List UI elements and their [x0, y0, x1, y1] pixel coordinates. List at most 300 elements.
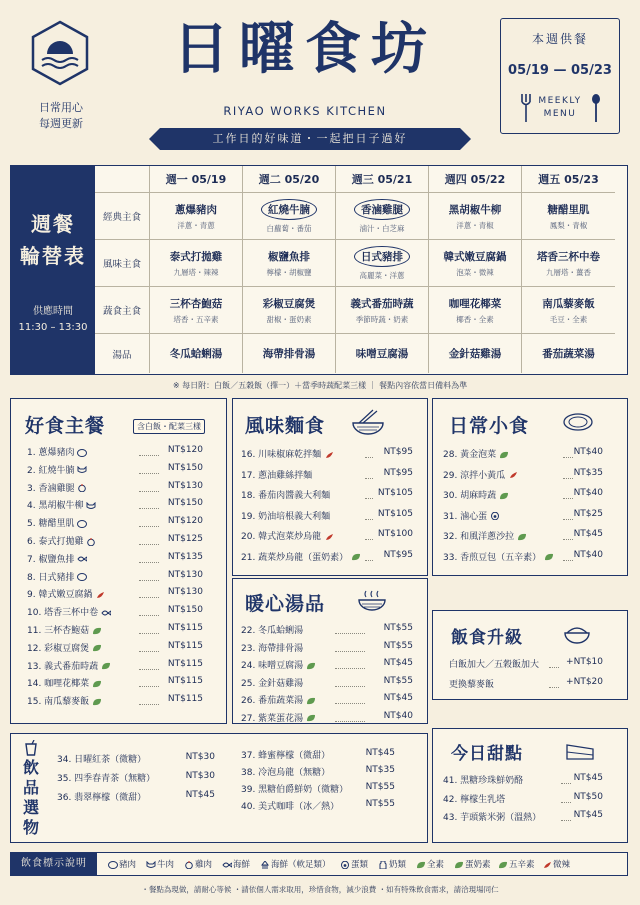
day-header	[428, 166, 521, 192]
leader-dots	[365, 457, 373, 458]
upgrade-panel	[432, 610, 628, 700]
item-name: 32. 和風洋蔥沙拉	[443, 532, 515, 542]
day-header-label: 週三 05/21	[351, 173, 413, 186]
list-item	[241, 488, 330, 501]
sides-title: 日常小食	[449, 415, 530, 437]
vegan-icon	[351, 553, 360, 561]
item-price: NT$105	[377, 488, 413, 498]
leader-dots	[365, 498, 373, 499]
item-price: NT$95	[383, 549, 413, 560]
menu-cell	[428, 333, 521, 373]
egg-icon	[340, 861, 349, 869]
item-price: NT$55	[383, 675, 413, 686]
item-price: NT$130	[167, 569, 203, 580]
soups-title: 暖心湯品	[245, 593, 326, 615]
dish-name: 塔香三杯中卷	[537, 250, 600, 263]
item-price: NT$100	[377, 529, 413, 539]
dish-desc: 九層塔・辣辣	[173, 267, 219, 277]
leader-dots	[139, 633, 159, 634]
logo-icon	[30, 20, 90, 86]
item-price: NT$115	[167, 623, 203, 633]
leader-dots	[563, 560, 573, 561]
mains-panel	[10, 398, 227, 724]
leader-dots	[139, 686, 159, 687]
legend-item-label: 微辣	[553, 860, 571, 870]
row-label	[95, 286, 149, 333]
desserts-panel	[432, 728, 628, 843]
item-name: 19. 奶油培根義大利麵	[241, 511, 331, 522]
dish-desc: 泡菜・微辣	[456, 267, 494, 277]
item-name: 17. 蔥油雞絲拌麵	[241, 470, 313, 481]
list-item	[241, 550, 360, 563]
dish-name: 泰式打拋雞	[169, 250, 223, 263]
leader-dots	[335, 651, 365, 652]
list-item	[241, 529, 333, 542]
list-item	[27, 623, 101, 636]
leader-dots	[139, 580, 159, 581]
spicy-icon	[508, 471, 517, 479]
item-price: NT$45	[573, 529, 603, 539]
leader-dots	[563, 539, 573, 540]
weekly-grid	[95, 166, 627, 374]
list-item	[241, 623, 303, 636]
menu-cell	[242, 192, 335, 239]
vegan-icon	[544, 553, 553, 561]
leader-dots	[139, 651, 159, 652]
item-name: 13. 義式番茄時蔬	[27, 661, 99, 672]
dish-name: 番茄蔬菜湯	[542, 348, 595, 360]
leader-dots	[139, 704, 159, 705]
list-item	[443, 773, 523, 786]
item-price: NT$25	[573, 508, 603, 519]
dish-desc: 洋蔥・青椒	[456, 220, 494, 230]
leader-dots	[365, 539, 373, 540]
menu-cell	[242, 239, 335, 286]
pork-icon	[77, 573, 86, 581]
item-price: NT$50	[573, 791, 603, 802]
dish-name: 日式豬排	[354, 246, 410, 267]
vegan-icon	[499, 492, 508, 500]
item-name: 43. 芋頭紫米粥（溫熱）	[443, 813, 542, 823]
drink-item: 35. 四季春青茶（無糖）	[57, 774, 156, 784]
chicken-icon	[184, 861, 193, 869]
leader-dots	[561, 783, 571, 784]
row-label	[95, 192, 149, 239]
spicy-icon	[324, 533, 333, 541]
dish-name: 金針菇雞湯	[448, 348, 502, 360]
service-time: 11:30 – 13:30	[18, 322, 88, 333]
dish-name: 南瓜藜麥飯	[542, 297, 595, 310]
list-item	[443, 550, 553, 563]
list-item	[27, 534, 95, 547]
legend-item-label: 海鮮（軟足類）	[271, 860, 331, 870]
leader-dots	[139, 597, 159, 598]
legend-item	[413, 858, 444, 870]
list-item	[27, 463, 86, 476]
drink-price: NT$30	[185, 771, 215, 781]
drink-item: 36. 翡翠檸檬（微甜）	[57, 793, 147, 803]
list-item	[241, 509, 330, 522]
legend-item	[257, 858, 331, 870]
leader-dots	[549, 687, 559, 688]
leader-dots	[563, 478, 573, 479]
leader-dots	[139, 544, 159, 545]
item-name: 12. 彩椒豆腐煲	[27, 643, 90, 654]
leader-dots	[335, 633, 365, 634]
item-name: 28. 黃金泡菜	[443, 450, 497, 460]
item-name: 8. 日式豬排	[27, 572, 75, 583]
legend-item	[219, 858, 250, 870]
noodles-panel	[232, 398, 428, 576]
week-label: 本週供餐	[531, 32, 588, 46]
vegan-icon	[92, 627, 101, 635]
list-item	[27, 694, 101, 707]
chicken-icon	[77, 484, 86, 492]
item-name: 3. 香滷雞腿	[27, 483, 75, 494]
list-item	[27, 481, 86, 494]
item-price: NT$120	[167, 445, 203, 455]
pork-icon	[77, 449, 86, 457]
legend-item	[495, 858, 535, 870]
restaurant-title: 日曜食坊	[173, 16, 437, 82]
item-price: +NT$20	[566, 677, 603, 687]
row-label-text: 湯品	[112, 349, 132, 361]
item-name: 2. 紅燒牛腩	[27, 465, 75, 476]
dish-desc: 甜椒・蛋奶素	[266, 314, 312, 324]
menu-cell	[521, 286, 615, 333]
item-price: NT$125	[167, 534, 203, 544]
list-item	[443, 529, 526, 542]
item-name: 6. 泰式打拋雞	[27, 537, 84, 547]
row-label-text: 蔬食主食	[102, 306, 141, 317]
weekly-title-2: 輪替表	[20, 244, 86, 268]
legend-item	[539, 858, 570, 870]
dish-name: 香滷雞腿	[354, 199, 410, 220]
vegan-icon	[101, 662, 110, 670]
item-name: 29. 涼拌小黃瓜	[443, 470, 506, 481]
leader-dots	[365, 478, 373, 479]
item-name: 20. 韓式泡菜炒烏龍	[241, 532, 322, 542]
table-corner	[95, 166, 149, 192]
seafood-icon	[77, 555, 86, 563]
legend-item-label: 全素	[427, 860, 445, 870]
rice-bowl-icon	[563, 623, 591, 649]
menu-cell	[428, 192, 521, 239]
list-item	[27, 445, 86, 458]
item-name: 5. 糖醋里肌	[27, 519, 75, 530]
item-price: NT$45	[383, 693, 413, 703]
leader-dots	[365, 519, 373, 520]
legend-item-label: 雞肉	[195, 860, 213, 870]
dish-name: 義式番茄時蔬	[350, 297, 414, 310]
list-item	[241, 711, 315, 724]
vegan-icon	[416, 861, 425, 869]
beef-icon	[86, 502, 95, 510]
item-price: NT$130	[167, 480, 203, 491]
day-header	[149, 166, 242, 192]
item-name: 14. 咖哩花椰菜	[27, 679, 90, 690]
menu-cell	[335, 192, 428, 239]
vegan-icon	[454, 861, 463, 869]
list-item	[443, 447, 508, 460]
leader-dots	[549, 667, 559, 668]
leader-dots	[561, 802, 571, 803]
pork-icon	[108, 861, 117, 869]
menu-cell	[335, 333, 428, 373]
list-item	[443, 810, 541, 823]
item-price: NT$115	[167, 640, 203, 651]
list-item	[27, 641, 101, 654]
item-name: 30. 胡麻時蔬	[443, 491, 497, 501]
footer-note: ・餐點為現做，請耐心等候 ・請依個人需求取用，珍惜食物，減少浪費 ・如有特殊飲食需求，請洽現場同仁	[141, 885, 499, 894]
item-price: NT$95	[383, 467, 413, 478]
fork-icon	[521, 94, 531, 122]
item-price: NT$40	[573, 488, 603, 498]
seafood-icon	[222, 861, 231, 869]
list-item	[27, 570, 86, 583]
mains-badge: 含白飯・配菜三樣	[133, 419, 205, 434]
soups-panel	[232, 578, 428, 724]
legend-item	[105, 858, 136, 870]
item-price: NT$115	[167, 694, 203, 705]
drink-price: NT$55	[365, 799, 395, 809]
day-header-label: 週一 05/19	[165, 173, 227, 186]
dish-desc: 高麗菜・洋蔥	[359, 270, 405, 280]
item-price: NT$115	[167, 676, 203, 687]
drink-price: NT$45	[365, 748, 395, 758]
dish-name: 三杯杏鮑菇	[169, 297, 223, 310]
item-price: NT$40	[383, 710, 413, 721]
leader-dots	[563, 498, 573, 499]
dish-desc: 九層塔・薑香	[546, 267, 591, 277]
menu-cell	[428, 286, 521, 333]
list-item	[27, 587, 104, 600]
item-name: 25. 金針菇雞湯	[241, 678, 304, 689]
drinks-panel	[10, 733, 428, 843]
chicken-icon	[86, 538, 95, 546]
leader-dots	[563, 519, 573, 520]
day-header-label: 週二 05/20	[258, 173, 320, 186]
vegan-icon	[306, 714, 315, 722]
menu-cell	[242, 286, 335, 333]
item-price: NT$45	[573, 810, 603, 820]
item-price: NT$45	[383, 658, 413, 668]
dish-desc: 季節時蔬・奶素	[355, 314, 409, 324]
dish-name: 蔥爆豬肉	[175, 203, 217, 216]
dish-desc: 洋蔥・青蔥	[177, 220, 215, 230]
dish-desc: 滷汁・白芝麻	[359, 223, 405, 233]
menu-cell	[428, 239, 521, 286]
legend-item	[451, 858, 491, 870]
soup-bowl-icon	[357, 589, 387, 617]
item-price: NT$120	[167, 516, 203, 527]
legend-item-label: 蛋類	[351, 860, 369, 870]
item-price: NT$40	[573, 549, 603, 560]
item-name: 31. 滷心蛋	[443, 511, 488, 522]
list-item	[241, 693, 315, 706]
egg-icon	[490, 512, 499, 520]
drink-item: 37. 蜂蜜檸檬（微甜）	[241, 751, 331, 761]
leader-dots	[139, 669, 159, 670]
dish-desc: 毛豆・全素	[549, 314, 588, 324]
item-name: 9. 韓式嫩豆腐鍋	[27, 590, 93, 601]
day-header-label: 週五 05/23	[538, 173, 599, 186]
item-name: 27. 紫菜蛋花湯	[241, 713, 304, 724]
upgrade-title: 飯食升級	[451, 628, 523, 648]
milk-icon	[378, 861, 387, 869]
item-name: 10. 塔香三杯中卷	[27, 608, 99, 619]
cake-icon	[565, 739, 595, 765]
vegan-icon	[499, 451, 508, 459]
list-item	[241, 447, 333, 460]
vegan-icon	[306, 662, 315, 670]
item-price: NT$150	[167, 462, 203, 473]
item-name: 更換藜麥飯	[449, 680, 495, 690]
item-name: 白飯加大／五穀飯加大	[449, 660, 540, 670]
restaurant-subtitle: RIYAO WORKS KITCHEN	[223, 104, 387, 118]
item-price: NT$55	[383, 623, 413, 633]
drinks-title: 飲品選物	[23, 758, 40, 837]
spicy-icon	[324, 451, 333, 459]
day-header-label: 週四 05/22	[444, 173, 506, 186]
legend-item	[375, 858, 406, 870]
legend-item-label: 五辛素	[509, 860, 535, 870]
menu-cell	[149, 192, 242, 239]
dish-name: 韓式嫩豆腐鍋	[443, 250, 507, 263]
list-item	[241, 658, 315, 671]
spicy-icon	[542, 861, 551, 869]
diet-legend	[10, 852, 628, 876]
row-label	[95, 239, 149, 286]
dish-desc: 檸檬・胡椒鹽	[266, 267, 312, 277]
item-name: 26. 番茄蔬菜湯	[241, 696, 304, 706]
list-item	[241, 641, 303, 654]
list-item	[27, 605, 110, 618]
weekly-table-sidebar	[11, 166, 95, 374]
list-item	[27, 516, 86, 529]
list-item	[443, 792, 505, 805]
row-label-text: 經典主食	[102, 212, 141, 223]
dish-desc: 椰香・全素	[456, 314, 494, 324]
legend-item	[143, 858, 174, 870]
dish-name: 紅燒牛腩	[261, 199, 317, 220]
sides-panel	[432, 398, 628, 576]
list-item	[27, 552, 86, 565]
row-label	[95, 333, 149, 373]
menu-cell	[149, 333, 242, 373]
item-name: 23. 海帶排骨湯	[241, 643, 304, 654]
menu-cell	[149, 239, 242, 286]
item-price: NT$115	[167, 658, 203, 669]
squid-icon	[260, 861, 269, 869]
menu-cell	[521, 239, 615, 286]
item-price: NT$150	[167, 605, 203, 616]
rice-note: ※ 每日附：白飯／五穀飯（擇一）＋當季時蔬配菜三樣 ｜ 餐點內容依當日備料為準	[172, 381, 468, 390]
item-name: 15. 南瓜藜麥飯	[27, 697, 90, 708]
leader-dots	[365, 560, 373, 561]
leader-dots	[139, 615, 159, 616]
dish-name: 味噌豆腐湯	[355, 348, 409, 360]
slogan	[22, 100, 100, 132]
slogan-line-2: 每週更新	[39, 117, 83, 130]
week-date-box	[500, 18, 620, 134]
list-item	[27, 498, 95, 511]
leader-dots	[335, 703, 365, 704]
item-price: +NT$10	[566, 657, 603, 667]
spicy-icon	[95, 591, 104, 599]
spoon-icon	[591, 94, 601, 122]
item-name: 24. 味噌豆腐湯	[241, 661, 304, 671]
pork-icon	[77, 520, 86, 528]
item-name: 21. 蔬菜炒烏龍（蛋奶素）	[241, 552, 349, 563]
item-price: NT$130	[167, 587, 203, 598]
drink-price: NT$35	[365, 765, 395, 775]
item-price: NT$95	[383, 447, 413, 457]
legend-item	[337, 858, 368, 870]
menu-cell	[521, 333, 615, 373]
slogan-line-1: 日常用心	[39, 101, 83, 114]
day-header	[242, 166, 335, 192]
list-item	[449, 677, 494, 690]
item-price: NT$45	[573, 773, 603, 783]
item-name: 16. 川味椒麻乾拌麵	[241, 450, 322, 460]
seafood-icon	[101, 609, 110, 617]
tagline-banner: 工作日的好味道・一起把日子過好	[160, 128, 460, 150]
item-name: 41. 黑糖珍珠鮮奶酪	[443, 776, 524, 786]
leader-dots	[561, 820, 571, 821]
vegan-icon	[92, 698, 101, 706]
dish-desc: 塔香・五辛素	[173, 314, 219, 324]
drink-cup-icon	[25, 740, 37, 760]
item-price: NT$105	[377, 508, 413, 519]
mains-title: 好食主餐	[25, 415, 106, 437]
item-name: 11. 三杯杏鮑菇	[27, 626, 90, 636]
menu-cell	[149, 286, 242, 333]
drink-item: 34. 日曜紅茶（微糖）	[57, 755, 147, 765]
item-name: 4. 黑胡椒牛柳	[27, 501, 84, 512]
leader-dots	[139, 562, 159, 563]
weekly-rotation-table	[10, 165, 628, 375]
legend-item-label: 豬肉	[119, 860, 137, 870]
dish-name: 彩椒豆腐煲	[262, 297, 316, 310]
leader-dots	[563, 457, 573, 458]
dish-desc: 鳳梨・青椒	[549, 220, 588, 230]
day-header	[521, 166, 615, 192]
desserts-title: 今日甜點	[451, 744, 523, 764]
dish-desc: 白蘿蔔・番茄	[266, 223, 312, 233]
leader-dots	[139, 526, 159, 527]
legend-item-label: 奶類	[389, 860, 407, 870]
legend-item-label: 海鮮	[233, 860, 251, 870]
drink-item: 39. 黑糖伯爵鮮奶（微糖）	[241, 785, 349, 795]
item-name: 42. 檸檬生乳塔	[443, 794, 506, 805]
item-name: 1. 蔥爆豬肉	[27, 448, 75, 458]
item-price: NT$40	[573, 447, 603, 457]
item-name: 18. 番茄肉醬義大利麵	[241, 491, 331, 501]
menu-cell	[335, 239, 428, 286]
drink-price: NT$55	[365, 782, 395, 792]
vegan-icon	[498, 861, 507, 869]
plate-icon	[563, 413, 593, 435]
list-item	[241, 468, 312, 481]
legend-item-label: 牛肉	[157, 860, 175, 870]
dish-name: 咖哩花椰菜	[448, 297, 502, 310]
leader-dots	[139, 473, 159, 474]
item-price: NT$150	[167, 498, 203, 509]
list-item	[241, 676, 303, 689]
leader-dots	[335, 721, 365, 722]
list-item	[27, 676, 101, 689]
